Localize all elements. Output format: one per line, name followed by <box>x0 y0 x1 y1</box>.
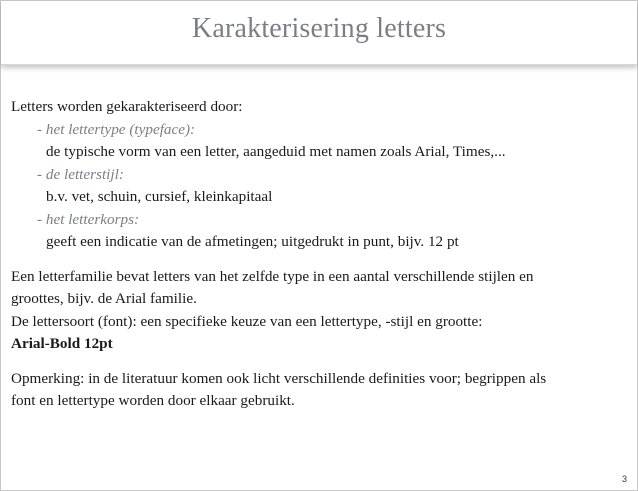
item-desc-typeface: de typische vorm van een letter, aangeduid met namen zoals Arial, Times,... <box>46 143 506 160</box>
spacer <box>11 254 621 266</box>
family-text-line2: groottes, bijv. de Arial familie. <box>11 290 197 307</box>
item-desc-style: b.v. vet, schuin, cursief, kleinkapitaal <box>46 188 273 205</box>
font-definition: De lettersoort (font): een specifieke keuze van een lettertype, -stijl en grootte: <box>11 312 483 330</box>
item-label-size: - het letterkorps: <box>37 210 140 228</box>
family-text-line1: Een letterfamilie bevat letters van het zelfde type in een aantal verschillende stijlen en <box>11 267 534 285</box>
item-desc-size: geeft een indicatie van de afmetingen; uitgedrukt in punt, bijv. 12 pt <box>46 233 459 250</box>
slide-body <box>11 96 621 413</box>
item-label-typeface: - het lettertype (typeface): <box>37 120 196 138</box>
slide-title: Karakterisering letters <box>191 13 447 44</box>
remark-line1: Opmerking: in de literatuur komen ook licht verschillende definities voor; begrippen als <box>11 369 547 387</box>
item-label-style: - de letterstijl: <box>37 165 124 183</box>
slide-header <box>1 1 637 65</box>
page-number: 3 <box>621 474 627 484</box>
intro-text: Letters worden gekarakteriseerd door: <box>11 98 243 115</box>
spacer <box>11 356 621 368</box>
font-example: Arial-Bold 12pt <box>11 335 113 352</box>
remark-line2: font en lettertype worden door elkaar gebruikt. <box>11 392 295 409</box>
